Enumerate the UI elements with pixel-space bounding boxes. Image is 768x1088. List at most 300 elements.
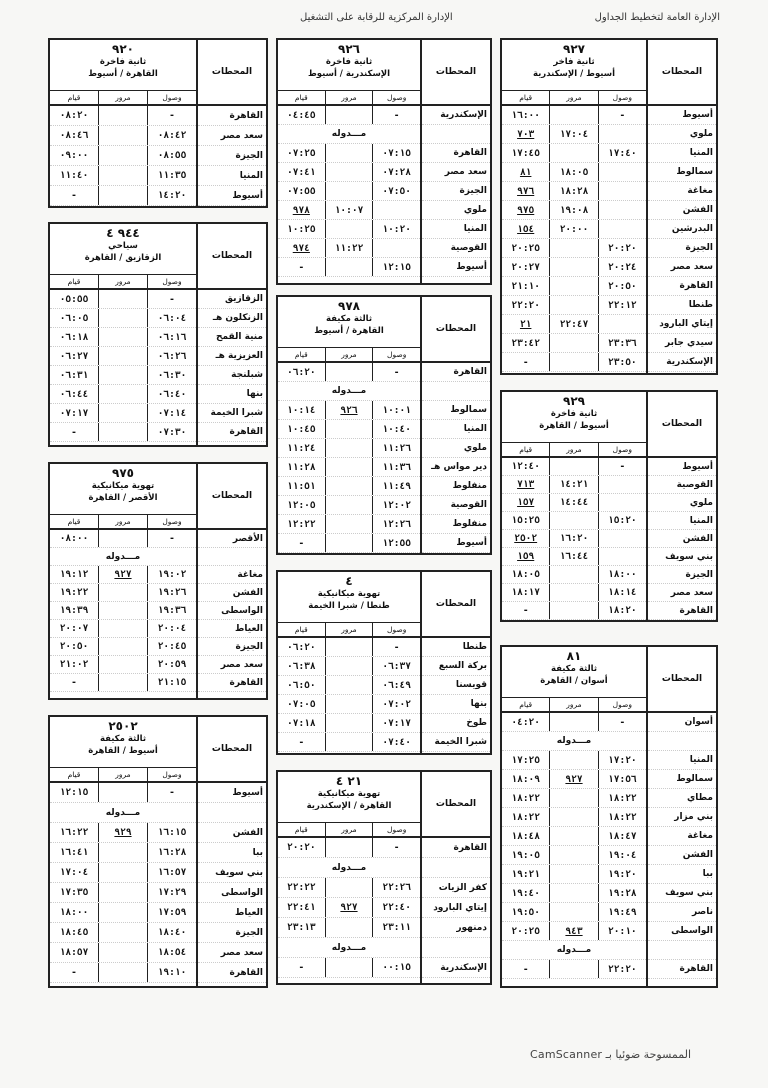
station-name: الجيزة — [198, 638, 266, 656]
schedule-row — [278, 401, 420, 420]
arrival-time: ١٨:٥٤ — [147, 943, 196, 962]
departure-time: ٢٢:٢٠ — [511, 300, 540, 311]
arrival-time: ٢٣:٣٦ — [598, 334, 646, 352]
schedule-row — [50, 584, 196, 602]
station-name: القاهرة — [422, 363, 490, 382]
station-name: الواسطى — [648, 922, 716, 941]
station-name: الفشن — [198, 823, 266, 843]
passing-time — [325, 515, 373, 533]
train-route: القاهرة / أسيوط — [314, 326, 384, 336]
schedule-body — [50, 464, 196, 698]
column-headers — [502, 698, 646, 713]
stations-header: المحطات — [198, 464, 266, 530]
station-name: الإسكندرية — [422, 106, 490, 125]
train-table-975 — [48, 462, 268, 700]
arrival-time: ١٦:٥٧ — [147, 863, 196, 882]
train-class: ثانية فاخرة — [99, 57, 147, 67]
passing-time — [325, 733, 373, 751]
passing-time — [549, 789, 597, 807]
schedule-row — [502, 808, 646, 827]
schedule-body — [50, 224, 196, 445]
schedule-row — [50, 290, 196, 309]
arrival-time — [598, 315, 646, 333]
arrival-time — [598, 530, 646, 547]
station-name: أسيوط — [422, 258, 490, 277]
train-route: الزقازيق / القاهرة — [84, 253, 162, 263]
departure-header: قيام — [67, 277, 81, 286]
passing-time: ١٠:٠٧ — [325, 201, 373, 219]
departure-time: ١٥:٢٥ — [511, 515, 540, 526]
station-name: إيتاي البارود — [422, 898, 490, 918]
header-central-admin: الإدارة المركزية للرقابة على التشغيل — [300, 12, 453, 23]
train-class: ثانية فاخرة — [550, 409, 598, 419]
passing-time — [98, 347, 147, 365]
passing-time — [549, 751, 597, 769]
station-name: مطاي — [648, 789, 716, 808]
train-route: الإسكندرية / أسيوط — [307, 69, 391, 79]
departure-time: ٠٥:٥٥ — [59, 294, 89, 305]
column-headers — [502, 91, 646, 106]
passing-time: ١٧:٠٤ — [549, 125, 597, 143]
stations-column — [420, 772, 490, 983]
passing-time — [549, 846, 597, 864]
schedule-row — [50, 347, 196, 366]
timetable-separator: مـــدوله — [50, 803, 196, 823]
train-title — [502, 40, 646, 91]
passing-time — [98, 620, 147, 637]
departure-time: ١٩:٢١ — [511, 869, 540, 880]
train-number: ٤ — [345, 574, 353, 588]
arrival-time: ١٠:٢٠ — [372, 220, 420, 238]
station-name: العياط — [198, 620, 266, 638]
passing-time — [98, 309, 147, 327]
schedule-row — [502, 827, 646, 846]
schedule-row — [502, 258, 646, 277]
arrival-time: - — [598, 713, 646, 731]
station-name: الزنكلون هـ — [198, 309, 266, 328]
schedule-row — [502, 713, 646, 732]
arrival-time: ٠٦:٠٤ — [147, 309, 196, 327]
departure-time: ٩٧٦ — [517, 186, 535, 197]
departure-time: ٩٧٨ — [292, 205, 310, 216]
departure-time: ٠٤:٤٥ — [287, 110, 316, 121]
station-name: دير مواس هـ — [422, 458, 490, 477]
station-name: ملوي — [422, 439, 490, 458]
passing-time — [325, 220, 373, 238]
departure-time: ٢١ — [519, 319, 532, 330]
departure-time: ١٥٩ — [517, 551, 535, 562]
separator-blank — [648, 732, 716, 751]
departure-time: ١٠:٢٥ — [287, 224, 316, 235]
passing-time — [98, 166, 147, 185]
timetable-separator: مـــدوله — [50, 548, 196, 566]
passing-time — [98, 638, 147, 655]
arrival-time: ٢٠:٤٥ — [147, 638, 196, 655]
schedule-row — [502, 315, 646, 334]
departure-time: ١٠:٤٥ — [287, 424, 316, 435]
schedule-row — [502, 865, 646, 884]
schedule-row — [50, 146, 196, 166]
schedule-row — [278, 638, 420, 657]
arrival-time: ١٩:٢٦ — [147, 584, 196, 601]
departure-time: ٢٠:٥٠ — [59, 641, 89, 652]
arrival-time — [598, 125, 646, 143]
station-name: الجيزة — [198, 146, 266, 166]
schedule-row — [502, 548, 646, 566]
station-name: القاهرة — [648, 960, 716, 979]
train-title — [50, 717, 196, 768]
station-name: طوخ — [422, 714, 490, 733]
station-name: ناصر — [648, 903, 716, 922]
schedule-row — [502, 353, 646, 372]
station-name: منية القمح — [198, 328, 266, 347]
arrival-time: - — [147, 290, 196, 308]
stations-header: المحطات — [422, 772, 490, 838]
schedule-row — [278, 220, 420, 239]
schedule-row — [50, 963, 196, 983]
schedule-row — [502, 296, 646, 315]
departure-time: ٧١٣ — [517, 479, 535, 490]
departure-time: ١٦:٠٠ — [511, 110, 540, 121]
station-name: شبرا الخيمة — [198, 404, 266, 423]
schedule-row — [278, 144, 420, 163]
passing-time — [98, 656, 147, 673]
arrival-time: ٢٢:٢٦ — [372, 878, 420, 897]
arrival-time: ١٦:٢٨ — [147, 843, 196, 862]
schedule-row — [278, 898, 420, 918]
departure-time: ٠٦:١٨ — [59, 332, 89, 343]
departure-time: ٢٣:١٣ — [287, 922, 316, 933]
schedule-row — [502, 922, 646, 941]
train-table-21 — [276, 770, 492, 985]
passing-time: ٩٢٧ — [98, 566, 147, 583]
station-name: الإسكندرية — [422, 958, 490, 978]
train-route: أسوان / القاهرة — [540, 676, 608, 686]
arrival-time: ٢٣:١١ — [372, 918, 420, 937]
arrival-time: ١٤:٢٠ — [147, 186, 196, 205]
schedule-row — [278, 733, 420, 752]
stations-header: المحطات — [648, 392, 716, 458]
arrival-header: وصول — [372, 823, 420, 836]
passing-time — [549, 334, 597, 352]
arrival-time: ٠٦:١٦ — [147, 328, 196, 346]
passing-time — [325, 477, 373, 495]
station-name: أسيوط — [198, 186, 266, 206]
passing-header: مرور — [325, 823, 373, 836]
station-name: مغاغة — [648, 182, 716, 201]
passing-time — [98, 923, 147, 942]
passing-time: ١١:٢٢ — [325, 239, 373, 257]
arrival-time: ١٨:١٤ — [598, 584, 646, 601]
stations-column — [646, 647, 716, 986]
arrival-time: ٠٧:٤٠ — [372, 733, 420, 751]
station-name: سمالوط — [648, 163, 716, 182]
station-name: القوصية — [422, 239, 490, 258]
station-name: القاهرة — [648, 602, 716, 620]
departure-time: ٠٦:٢٠ — [287, 367, 316, 378]
passing-time: ٩٢٧ — [549, 770, 597, 788]
schedule-body — [278, 572, 420, 753]
passing-time — [98, 366, 147, 384]
arrival-header: وصول — [147, 768, 196, 781]
arrival-time: ٢٠:٢٤ — [598, 258, 646, 276]
arrival-time: - — [372, 638, 420, 656]
departure-time: ٠٨:٠٠ — [59, 533, 89, 544]
departure-time: ٢٥٠٢ — [514, 533, 538, 544]
train-class: ثانية فاخر — [553, 57, 595, 67]
departure-time: ١١:٤٠ — [59, 170, 89, 181]
departure-time: ٠٨:٢٠ — [59, 110, 89, 121]
arrival-time: ١٩:١٠ — [147, 963, 196, 982]
schedule-row — [278, 106, 420, 125]
passing-header: مرور — [325, 91, 373, 104]
arrival-time: - — [372, 363, 420, 381]
train-number: ٩٤٤ ٤ — [106, 226, 140, 240]
train-title — [50, 464, 196, 515]
train-class: تهوية ميكانيكية — [91, 481, 155, 491]
departure-time: ٢٣:٤٢ — [511, 338, 540, 349]
departure-time: ١٩:١٢ — [59, 569, 89, 580]
column-headers — [278, 91, 420, 106]
schedule-row — [50, 863, 196, 883]
departure-time: ١١:٢٨ — [287, 462, 316, 473]
passing-time — [98, 783, 147, 802]
train-number: ٩٢٩ — [563, 394, 585, 408]
departure-time: ١٢:٠٥ — [287, 500, 316, 511]
arrival-time: ٠٦:٣٧ — [372, 657, 420, 675]
arrival-time: ١٥:٢٠ — [598, 512, 646, 529]
station-name: كفر الزيات — [422, 878, 490, 898]
arrival-header: وصول — [598, 698, 646, 711]
passing-time — [325, 657, 373, 675]
passing-time — [325, 496, 373, 514]
departure-header: قيام — [67, 517, 81, 526]
arrival-time: ٠٠:١٥ — [372, 958, 420, 977]
departure-time: ٢٠:٠٧ — [59, 623, 89, 634]
station-name: أسيوط — [648, 458, 716, 476]
schedule-body — [50, 717, 196, 986]
arrival-time: ١٩:٠٤ — [598, 846, 646, 864]
passing-time — [549, 106, 597, 124]
timetable-separator: مـــدوله — [278, 125, 420, 144]
departure-time: ٢٠:٢٥ — [511, 243, 540, 254]
departure-time: ١٨:١٧ — [511, 587, 540, 598]
schedule-row — [502, 884, 646, 903]
arrival-time — [598, 163, 646, 181]
arrival-time: - — [147, 106, 196, 125]
departure-time: ٧٠٣ — [517, 129, 535, 140]
passing-time: ٢٢:٤٧ — [549, 315, 597, 333]
separator-blank — [198, 803, 266, 823]
schedule-body — [278, 772, 420, 983]
passing-time: ١٤:٤٤ — [549, 494, 597, 511]
arrival-time — [598, 494, 646, 511]
departure-time: - — [71, 677, 77, 688]
departure-time: ١١:٥١ — [287, 481, 316, 492]
departure-header: قيام — [294, 625, 308, 634]
passing-time — [325, 958, 373, 977]
passing-time — [549, 258, 597, 276]
schedule-row — [278, 420, 420, 439]
departure-time: ١٨:٠٩ — [511, 774, 540, 785]
schedule-row — [50, 328, 196, 347]
passing-time — [325, 182, 373, 200]
passing-time: ١٨:٠٥ — [549, 163, 597, 181]
schedule-row — [502, 566, 646, 584]
column-headers — [50, 275, 196, 290]
scanner-watermark: الممسوحة ضوئيا بـ CamScanner — [530, 1048, 692, 1061]
arrival-time: ٠٧:٢٨ — [372, 163, 420, 181]
separator-blank — [422, 938, 490, 958]
train-table-978 — [276, 295, 492, 555]
schedule-row — [278, 657, 420, 676]
station-name: القاهرة — [198, 674, 266, 692]
station-name: العياط — [198, 903, 266, 923]
arrival-time: ١١:٢٦ — [372, 439, 420, 457]
passing-header: مرور — [325, 623, 373, 636]
departure-time: ٠٦:٥٠ — [287, 680, 316, 691]
schedule-row — [502, 846, 646, 865]
train-route: أسيوط / الإسكندرية — [532, 69, 616, 79]
passing-time — [325, 676, 373, 694]
station-name: القاهرة — [198, 106, 266, 126]
schedule-row — [502, 960, 646, 979]
departure-time: ١٥٧ — [517, 497, 535, 508]
passing-time — [325, 714, 373, 732]
train-table-927 — [500, 38, 718, 375]
schedule-row — [502, 106, 646, 125]
stations-column — [646, 392, 716, 620]
departure-time: - — [71, 967, 77, 978]
station-name: بنها — [422, 695, 490, 714]
departure-time: ٩٧٤ — [292, 243, 310, 254]
station-name: المنيا — [198, 166, 266, 186]
schedule-row — [278, 676, 420, 695]
column-headers — [278, 623, 420, 638]
departure-time: ٠٩:٠٠ — [59, 150, 89, 161]
train-number: ٩٧٨ — [338, 299, 360, 313]
station-name: سعد مصر — [198, 656, 266, 674]
departure-time: - — [71, 427, 77, 438]
arrival-time: ٠٦:٢٦ — [147, 347, 196, 365]
stations-column — [196, 40, 266, 206]
arrival-time: ٠٧:١٥ — [372, 144, 420, 162]
schedule-body — [502, 392, 646, 620]
departure-time: ١٩:٤٠ — [511, 888, 540, 899]
passing-header: مرور — [98, 91, 147, 104]
departure-time: ١٢:١٥ — [59, 787, 89, 798]
column-headers — [502, 443, 646, 458]
timetable-separator: مـــدوله — [278, 938, 420, 958]
departure-time: ٩٧٥ — [517, 205, 535, 216]
departure-time: - — [522, 357, 529, 368]
station-name: المنيا — [648, 144, 716, 163]
schedule-row — [50, 566, 196, 584]
station-name: الواسطى — [198, 602, 266, 620]
arrival-time: ١٨:٢٢ — [598, 789, 646, 807]
departure-time: ٠٦:٣١ — [59, 370, 89, 381]
schedule-row — [50, 823, 196, 843]
station-name: منفلوط — [422, 515, 490, 534]
station-name: الفشن — [648, 201, 716, 220]
station-name: سيدي جابر — [648, 334, 716, 353]
schedule-row — [278, 714, 420, 733]
train-class: ثانية فاخرة — [325, 57, 373, 67]
train-number: ٩٧٥ — [112, 466, 134, 480]
station-name: إيتاي البارود — [648, 315, 716, 334]
separator-blank — [198, 548, 266, 566]
passing-time — [98, 584, 147, 601]
station-name: الفشن — [648, 530, 716, 548]
arrival-time: ١٢:٠٢ — [372, 496, 420, 514]
departure-time: ١١:٢٤ — [287, 443, 316, 454]
train-table-2502 — [48, 715, 268, 988]
passing-time — [98, 530, 147, 547]
departure-time: ١٦:٤١ — [59, 847, 89, 858]
schedule-body — [502, 40, 646, 373]
station-name: طنطا — [648, 296, 716, 315]
passing-time — [549, 584, 597, 601]
stations-header: المحطات — [198, 224, 266, 290]
arrival-header: وصول — [372, 348, 420, 361]
station-name: منفلوط — [422, 477, 490, 496]
passing-time: ٩٢٩ — [98, 823, 147, 842]
train-table-81 — [500, 645, 718, 988]
schedule-row — [50, 309, 196, 328]
schedule-row — [278, 515, 420, 534]
arrival-header: وصول — [372, 91, 420, 104]
station-name: قويسنا — [422, 676, 490, 695]
train-route: أسيوط / القاهرة — [88, 746, 158, 756]
schedule-body — [502, 647, 646, 986]
departure-time: ٠٧:٥٥ — [287, 186, 316, 197]
schedule-row — [50, 602, 196, 620]
schedule-row — [50, 404, 196, 423]
passing-time — [549, 296, 597, 314]
passing-time — [549, 865, 597, 883]
schedule-row — [502, 458, 646, 476]
station-name: سعد مصر — [648, 584, 716, 602]
arrival-header: وصول — [147, 275, 196, 288]
passing-header: مرور — [98, 275, 147, 288]
passing-time: ٢٠:٠٠ — [549, 220, 597, 238]
departure-time: ٠٦:٢٧ — [59, 351, 89, 362]
schedule-row — [278, 258, 420, 277]
arrival-time — [372, 201, 420, 219]
separator-blank — [648, 941, 716, 960]
arrival-time: - — [372, 838, 420, 857]
stations-column — [420, 297, 490, 553]
passing-time — [549, 566, 597, 583]
station-name: شبلنجة — [198, 366, 266, 385]
train-route: أسيوط / القاهرة — [539, 421, 609, 431]
passing-header: مرور — [325, 348, 373, 361]
station-name: القاهرة — [198, 963, 266, 983]
schedule-row — [278, 201, 420, 220]
schedule-row — [50, 656, 196, 674]
train-number: ٢٥٠٢ — [108, 719, 138, 733]
arrival-time: ١٧:٥٩ — [147, 903, 196, 922]
arrival-time: ٢٢:٤٠ — [372, 898, 420, 917]
passing-header: مرور — [549, 91, 597, 104]
arrival-time: ١٨:٤٧ — [598, 827, 646, 845]
departure-time: ٠٧:١٧ — [59, 408, 89, 419]
arrival-time: ٢٠:٥٠ — [598, 277, 646, 295]
departure-time: - — [522, 605, 529, 616]
schedule-row — [278, 918, 420, 938]
passing-time — [549, 903, 597, 921]
arrival-time: ٠٧:٠٢ — [372, 695, 420, 713]
